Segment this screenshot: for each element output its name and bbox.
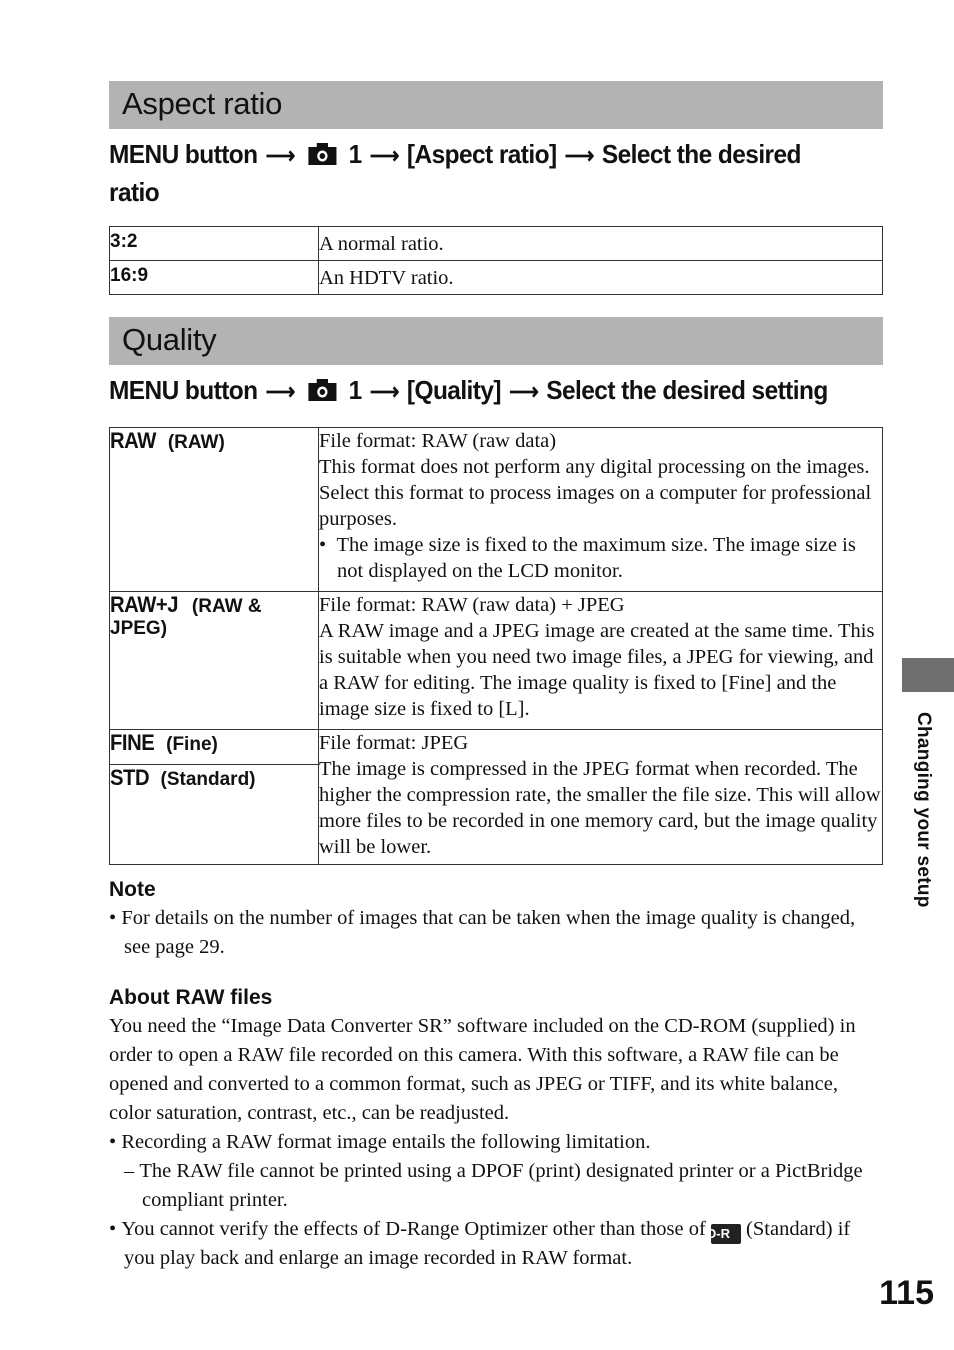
camera-icon (309, 143, 337, 165)
right-arrow-icon: ⟶ (369, 143, 399, 168)
table-row (110, 592, 883, 730)
page-number: 115 (879, 1274, 934, 1312)
ratio-label: 3:2 (110, 227, 319, 261)
quality-label: (Standard) (160, 769, 256, 790)
desc-line: File format: RAW (raw data) (319, 430, 557, 452)
note-bullet: • For details on the number of images that can be taken when the image quality is changed, see page 29. (109, 907, 856, 958)
camera-icon (309, 379, 337, 401)
raw-icon: RAW (110, 428, 156, 453)
raw-files-section (109, 984, 884, 1273)
desc-line: This format does not perform any digital processing on the images. Select this format to process images on a computer for professional purposes. (319, 456, 872, 530)
right-arrow-icon: ⟶ (369, 379, 399, 404)
side-section-label: Changing your setup (913, 712, 934, 908)
raw-bullet: • Recording a RAW format image entails the following limitation. (109, 1131, 651, 1153)
desc-line: A RAW image and a JPEG image are created at the same time. This is suitable when you need two image files, a JPEG for viewing, and a RAW for editing. The image quality is fixed to [Fine] and the image size is fixed to [L]. (319, 620, 875, 720)
desc-bullet: • The image size is fixed to the maximum size. The image size is not displayed on the LCD monitor. (319, 534, 856, 582)
d-range-optimizer-icon: D-R (711, 1224, 741, 1244)
menu-action: Select the desired setting (546, 375, 828, 405)
quality-menu-path (109, 372, 833, 410)
right-arrow-icon: ⟶ (564, 143, 594, 168)
quality-label-cell (110, 428, 319, 592)
raw-files-heading: About RAW files (109, 986, 273, 1009)
table-row (110, 428, 883, 592)
ratio-label: 16:9 (110, 261, 319, 295)
ratio-desc: A normal ratio. (319, 227, 883, 261)
quality-label-cell (110, 592, 319, 730)
raw-jpeg-icon: RAW+J (110, 592, 179, 617)
raw-bullet: • You cannot verify the effects of D-Range Optimizer other than those of D-R (Standard) if you play back and enlarge an image recorded in RAW format. (109, 1218, 851, 1269)
menu-action-cont: ratio (109, 177, 160, 207)
right-arrow-icon: ⟶ (265, 379, 295, 404)
fine-icon: FINE (110, 730, 155, 755)
section-title-aspect-ratio: Aspect ratio (109, 81, 883, 129)
menu-item: [Quality] (406, 375, 501, 405)
aspect-menu-path (109, 136, 833, 210)
quality-label-cell (110, 730, 319, 765)
right-arrow-icon: ⟶ (509, 379, 539, 404)
desc-line: File format: RAW (raw data) + JPEG (319, 594, 625, 616)
menu-prefix: MENU button (109, 139, 258, 169)
std-icon: STD (110, 765, 150, 790)
raw-dash-item: – The RAW file cannot be printed using a DPOF (print) designated printer or a PictBridge compliant printer. (124, 1160, 863, 1211)
right-arrow-icon: ⟶ (265, 143, 295, 168)
menu-item: [Aspect ratio] (406, 139, 557, 169)
menu-tab-number: 1 (348, 375, 362, 405)
raw-files-paragraph: You need the “Image Data Converter SR” software included on the CD-ROM (supplied) in order to open a RAW file recorded on this camera. With this software, a RAW file can be opened and converted to a common format, such as JPEG or TIFF, and its white balance, color saturation, contrast, etc., can be readjusted. (109, 1015, 856, 1124)
quality-label: (Fine) (166, 734, 218, 755)
quality-label: (RAW & JPEG) (110, 596, 262, 639)
aspect-ratio-table (109, 226, 883, 295)
quality-desc (319, 730, 883, 865)
section-title-quality: Quality (109, 317, 883, 365)
table-row (110, 227, 883, 261)
table-row (110, 261, 883, 295)
menu-action: Select the desired (601, 139, 801, 169)
quality-table (109, 427, 883, 865)
desc-line: The image is compressed in the JPEG format when recorded. The higher the compression rate, the smaller the file size. This will allow more files to be recorded in one memory card, but the image quality will be lower. (319, 758, 881, 858)
quality-label: (RAW) (167, 432, 225, 453)
menu-tab-number: 1 (348, 139, 362, 169)
menu-prefix: MENU button (109, 375, 258, 405)
ratio-desc: An HDTV ratio. (319, 261, 883, 295)
note-heading: Note (109, 878, 156, 901)
note-body (109, 904, 884, 962)
quality-label-cell (110, 765, 319, 865)
table-row (110, 730, 883, 765)
side-tab-marker (902, 658, 954, 692)
desc-line: File format: JPEG (319, 732, 469, 754)
quality-desc (319, 428, 883, 592)
quality-desc (319, 592, 883, 730)
